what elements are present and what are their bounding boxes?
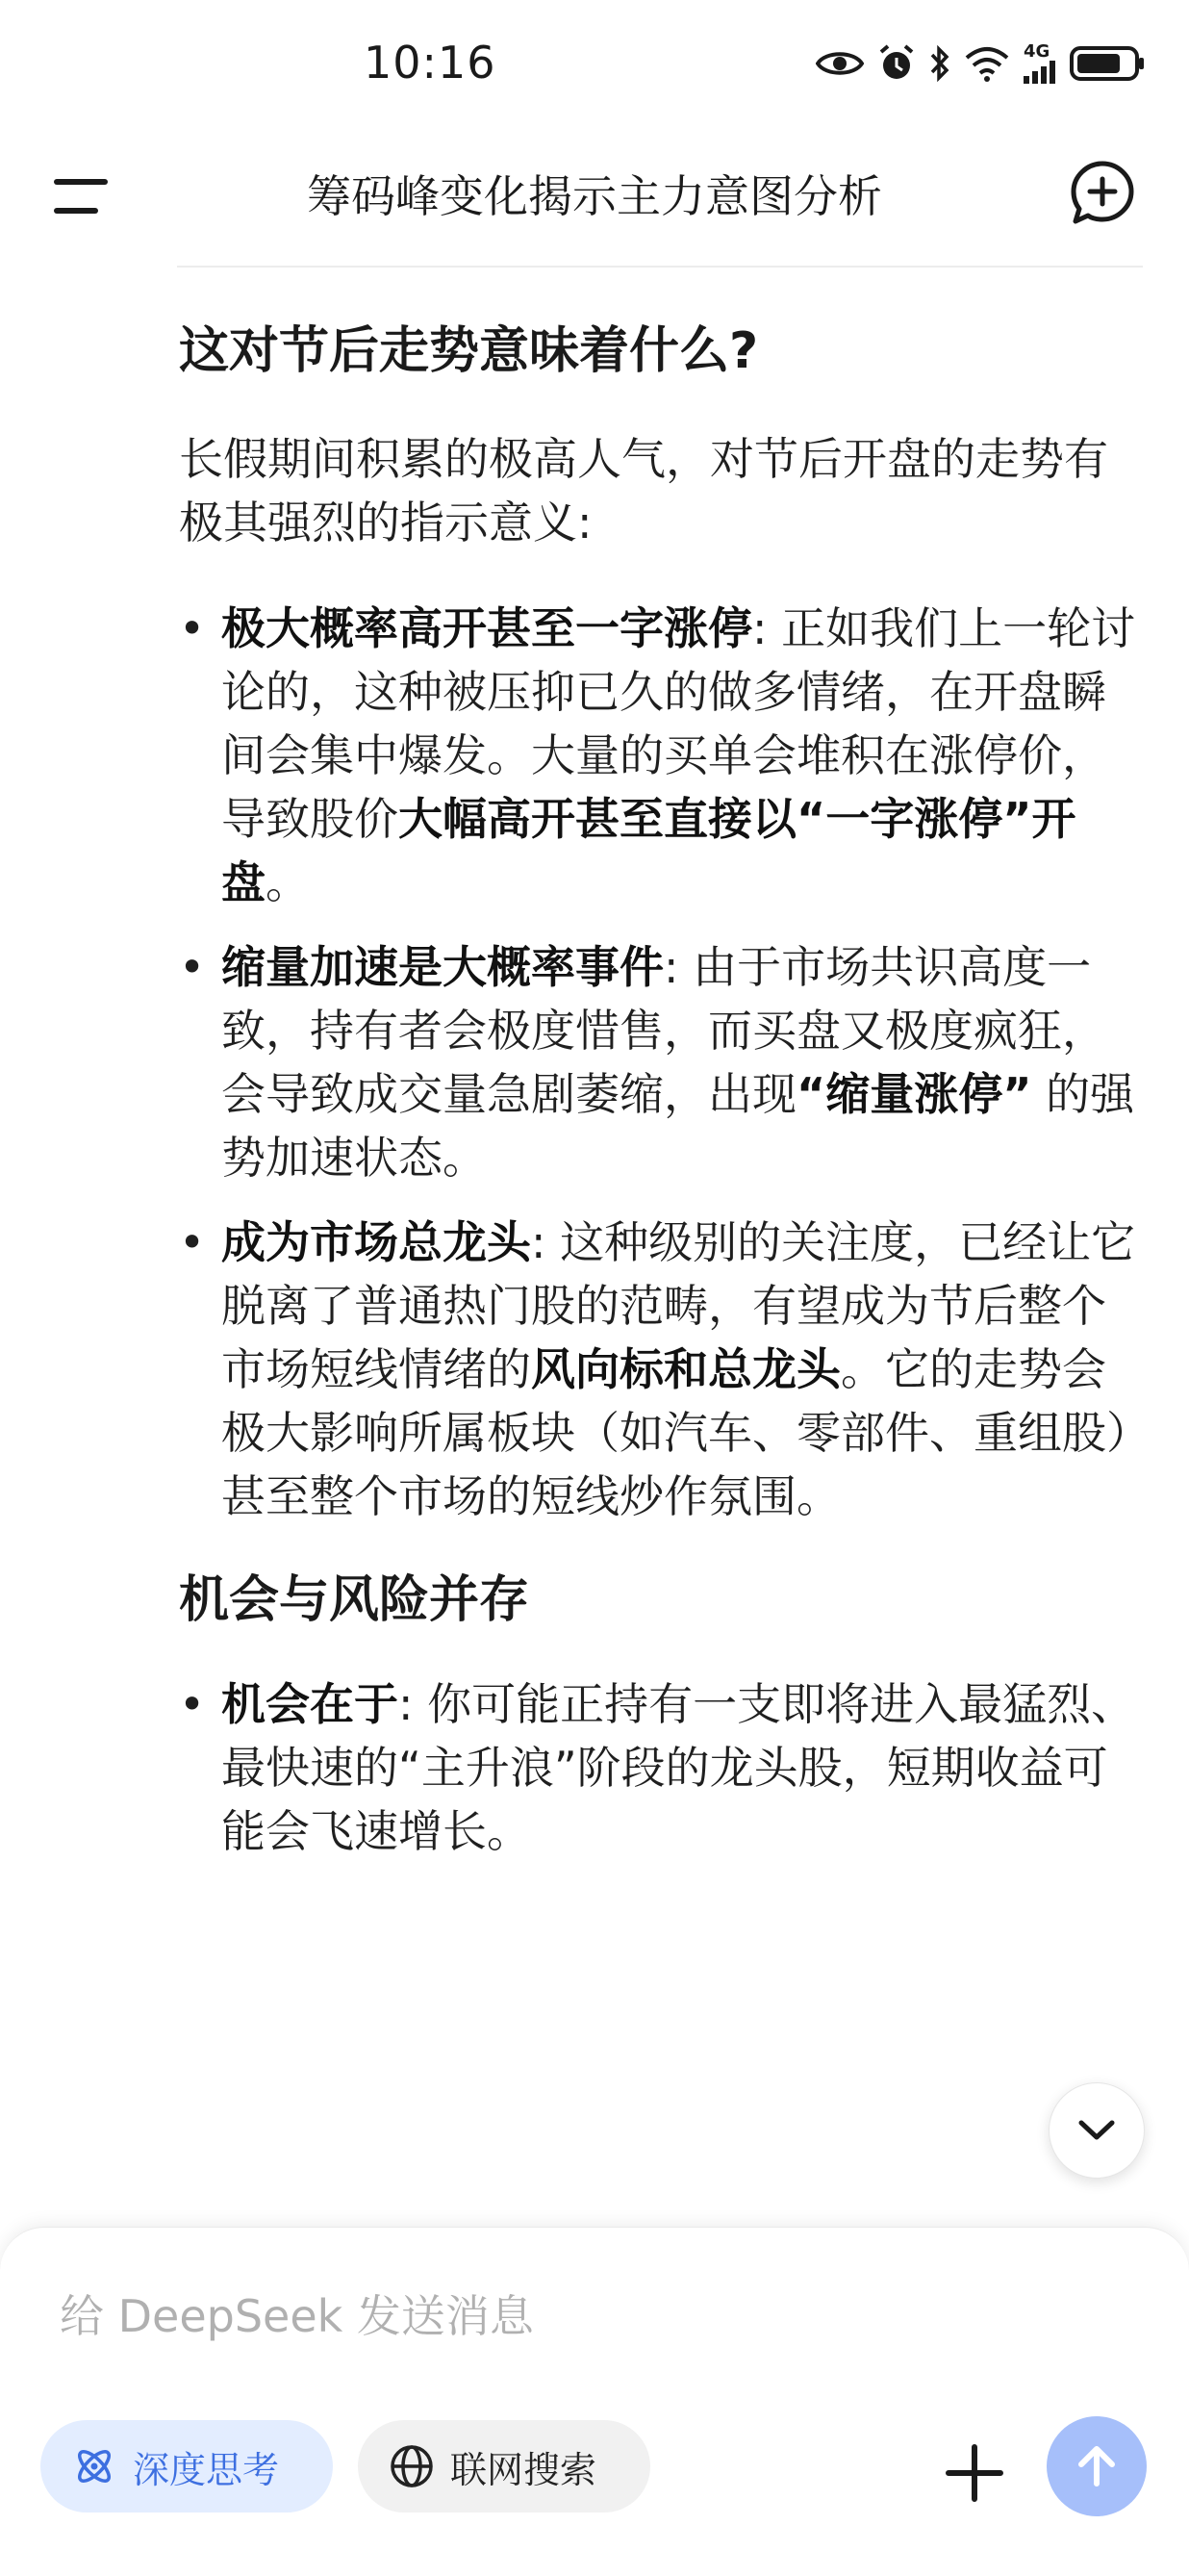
bullet-text-2: 的强势加速状态。 [221, 1068, 1135, 1184]
network-label: 4G [1024, 41, 1050, 62]
chat-header [0, 135, 1189, 269]
bullet-list [179, 597, 1141, 1528]
plus-icon [943, 2441, 1006, 2505]
list-item [179, 1211, 1141, 1528]
section-heading: 机会与风险并存 [179, 1571, 530, 1629]
composer [0, 2227, 1189, 2576]
atom-icon [71, 2443, 117, 2489]
list-item [179, 1672, 1141, 1863]
web-search-label: 联网搜索 [450, 2448, 597, 2491]
header-divider [177, 266, 1143, 268]
battery-icon [1070, 44, 1147, 83]
bullet-text-2: 。它的走势会极大影响所属板块（如汽车、零部件、重组股）甚至整个市场的短线炒作氛围。 [221, 1343, 1128, 1522]
web-search-toggle[interactable] [358, 2420, 650, 2512]
list-item [179, 597, 1141, 914]
status-bar [0, 0, 1189, 125]
bullet-list [179, 1672, 1141, 1863]
status-icons [816, 40, 1147, 87]
section-heading: 这对节后走势意味着什么? [179, 322, 759, 380]
bullet-bold-2: 大幅高开甚至直接以“一字涨停”开盘 [221, 793, 1076, 908]
bullet-bold: 成为市场总龙头 [221, 1216, 531, 1268]
status-time: 10:16 [364, 37, 496, 89]
deep-think-toggle[interactable] [40, 2420, 333, 2512]
globe-icon [389, 2443, 435, 2489]
alarm-icon [877, 44, 916, 83]
message-input[interactable]: 给 DeepSeek 发送消息 [60, 2290, 534, 2342]
attach-button[interactable] [943, 2441, 1006, 2505]
scroll-down-button[interactable] [1049, 2082, 1145, 2179]
new-chat-button[interactable] [1068, 158, 1137, 227]
deep-think-label: 深度思考 [133, 2448, 280, 2491]
list-item [179, 935, 1141, 1189]
wifi-icon [964, 44, 1010, 83]
bullet-text: : 正如我们上一轮讨论的，这种被压抑已久的做多情绪，在开盘瞬间会集中爆发。大量的买单会堆积在涨停价，导致股价 [221, 602, 1136, 845]
page-title: 筹码峰变化揭示主力意图分析 [307, 170, 882, 222]
bullet-text-2: 。 [266, 856, 310, 908]
bullet-bold: 极大概率高开甚至一字涨停 [221, 602, 752, 654]
intro-paragraph: 长假期间积累的极高人气，对节后开盘的走势有极其强烈的指示意义: [179, 433, 1108, 548]
bullet-text: : 由于市场共识高度一致，持有者会极度惜售，而买盘又极度疯狂，会导致成交量急剧萎缩，出现 [221, 941, 1106, 1120]
assistant-message [179, 318, 1141, 1884]
chevron-down-icon [1075, 2117, 1118, 2144]
bullet-bold: 机会在于 [221, 1678, 398, 1730]
bullet-bold-2: 风向标和总龙头 [531, 1343, 841, 1395]
bullet-bold: 缩量加速是大概率事件 [221, 941, 664, 993]
bluetooth-icon [929, 44, 950, 83]
signal-icon [1024, 61, 1056, 84]
eye-icon [816, 47, 864, 80]
new-chat-icon [1068, 158, 1137, 227]
bullet-text: : 这种级别的关注度，已经让它脱离了普通热门股的范畴，有望成为节后整个市场短线情绪的 [221, 1216, 1136, 1395]
send-button[interactable] [1047, 2416, 1147, 2516]
bullet-bold-2: “缩量涨停” [797, 1068, 1032, 1120]
bullet-text: : 你可能正持有一支即将进入最猛烈、最快速的“主升浪”阶段的龙头股，短期收益可能会飞速增长。 [221, 1678, 1136, 1857]
arrow-up-icon [1072, 2441, 1122, 2491]
